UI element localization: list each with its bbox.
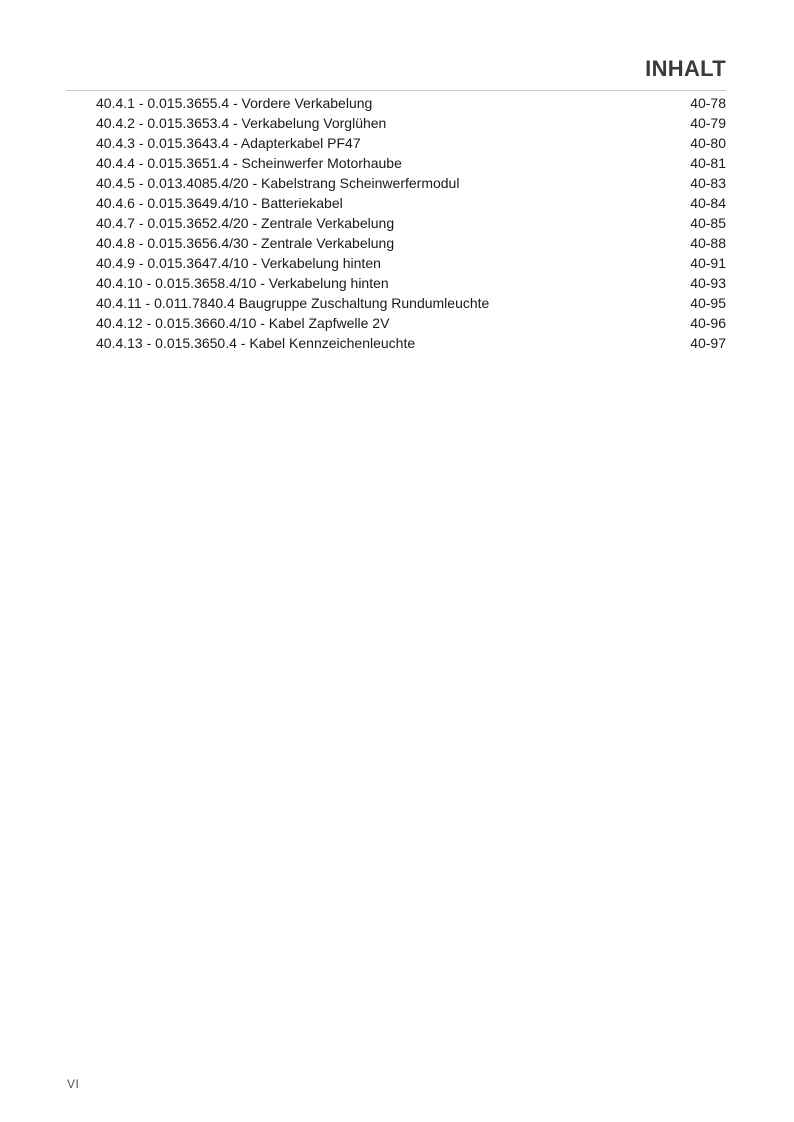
toc-entry[interactable] — [96, 293, 726, 313]
toc-entry-page: 40-88 — [690, 235, 726, 251]
toc-entry-title: 40.4.3 - 0.015.3643.4 - Adapterkabel PF47 — [96, 135, 361, 151]
toc-entry[interactable] — [96, 213, 726, 233]
toc-entry[interactable] — [96, 193, 726, 213]
toc-entry[interactable] — [96, 153, 726, 173]
toc-entry-page: 40-91 — [690, 255, 726, 271]
toc-entry[interactable] — [96, 233, 726, 253]
toc-entry-page: 40-96 — [690, 315, 726, 331]
table-of-contents — [96, 93, 726, 353]
toc-entry[interactable] — [96, 253, 726, 273]
toc-entry-page: 40-83 — [690, 175, 726, 191]
toc-entry[interactable] — [96, 133, 726, 153]
toc-entry[interactable] — [96, 173, 726, 193]
page-number: VI — [67, 1077, 80, 1091]
toc-entry-title: 40.4.12 - 0.015.3660.4/10 - Kabel Zapfwelle 2V — [96, 315, 390, 331]
toc-entry-title: 40.4.8 - 0.015.3656.4/30 - Zentrale Verkabelung — [96, 235, 395, 251]
toc-entry-page: 40-85 — [690, 215, 726, 231]
toc-entry[interactable] — [96, 273, 726, 293]
toc-entry[interactable] — [96, 113, 726, 133]
toc-entry-title: 40.4.11 - 0.011.7840.4 Baugruppe Zuschaltung Rundumleuchte — [96, 295, 490, 311]
toc-entry-title: 40.4.10 - 0.015.3658.4/10 - Verkabelung hinten — [96, 275, 389, 291]
page-header — [66, 54, 726, 91]
toc-entry-page: 40-97 — [690, 335, 726, 351]
toc-entry-title: 40.4.7 - 0.015.3652.4/20 - Zentrale Verkabelung — [96, 215, 395, 231]
toc-entry-page: 40-78 — [690, 95, 726, 111]
toc-entry[interactable] — [96, 313, 726, 333]
toc-entry[interactable] — [96, 333, 726, 353]
page-title: INHALT — [645, 56, 726, 81]
toc-entry-title: 40.4.13 - 0.015.3650.4 - Kabel Kennzeichenleuchte — [96, 335, 416, 351]
toc-entry-title: 40.4.6 - 0.015.3649.4/10 - Batteriekabel — [96, 195, 343, 211]
toc-entry-page: 40-93 — [690, 275, 726, 291]
toc-entry-title: 40.4.5 - 0.013.4085.4/20 - Kabelstrang Scheinwerfermodul — [96, 175, 460, 191]
toc-entry-title: 40.4.1 - 0.015.3655.4 - Vordere Verkabelung — [96, 95, 373, 111]
toc-entry-title: 40.4.9 - 0.015.3647.4/10 - Verkabelung hinten — [96, 255, 381, 271]
toc-entry-page: 40-84 — [690, 195, 726, 211]
toc-entry-page: 40-81 — [690, 155, 726, 171]
toc-entry-title: 40.4.4 - 0.015.3651.4 - Scheinwerfer Motorhaube — [96, 155, 402, 171]
toc-entry[interactable] — [96, 93, 726, 113]
toc-entry-page: 40-95 — [690, 295, 726, 311]
toc-entry-title: 40.4.2 - 0.015.3653.4 - Verkabelung Vorglühen — [96, 115, 387, 131]
toc-entry-page: 40-79 — [690, 115, 726, 131]
toc-entry-page: 40-80 — [690, 135, 726, 151]
